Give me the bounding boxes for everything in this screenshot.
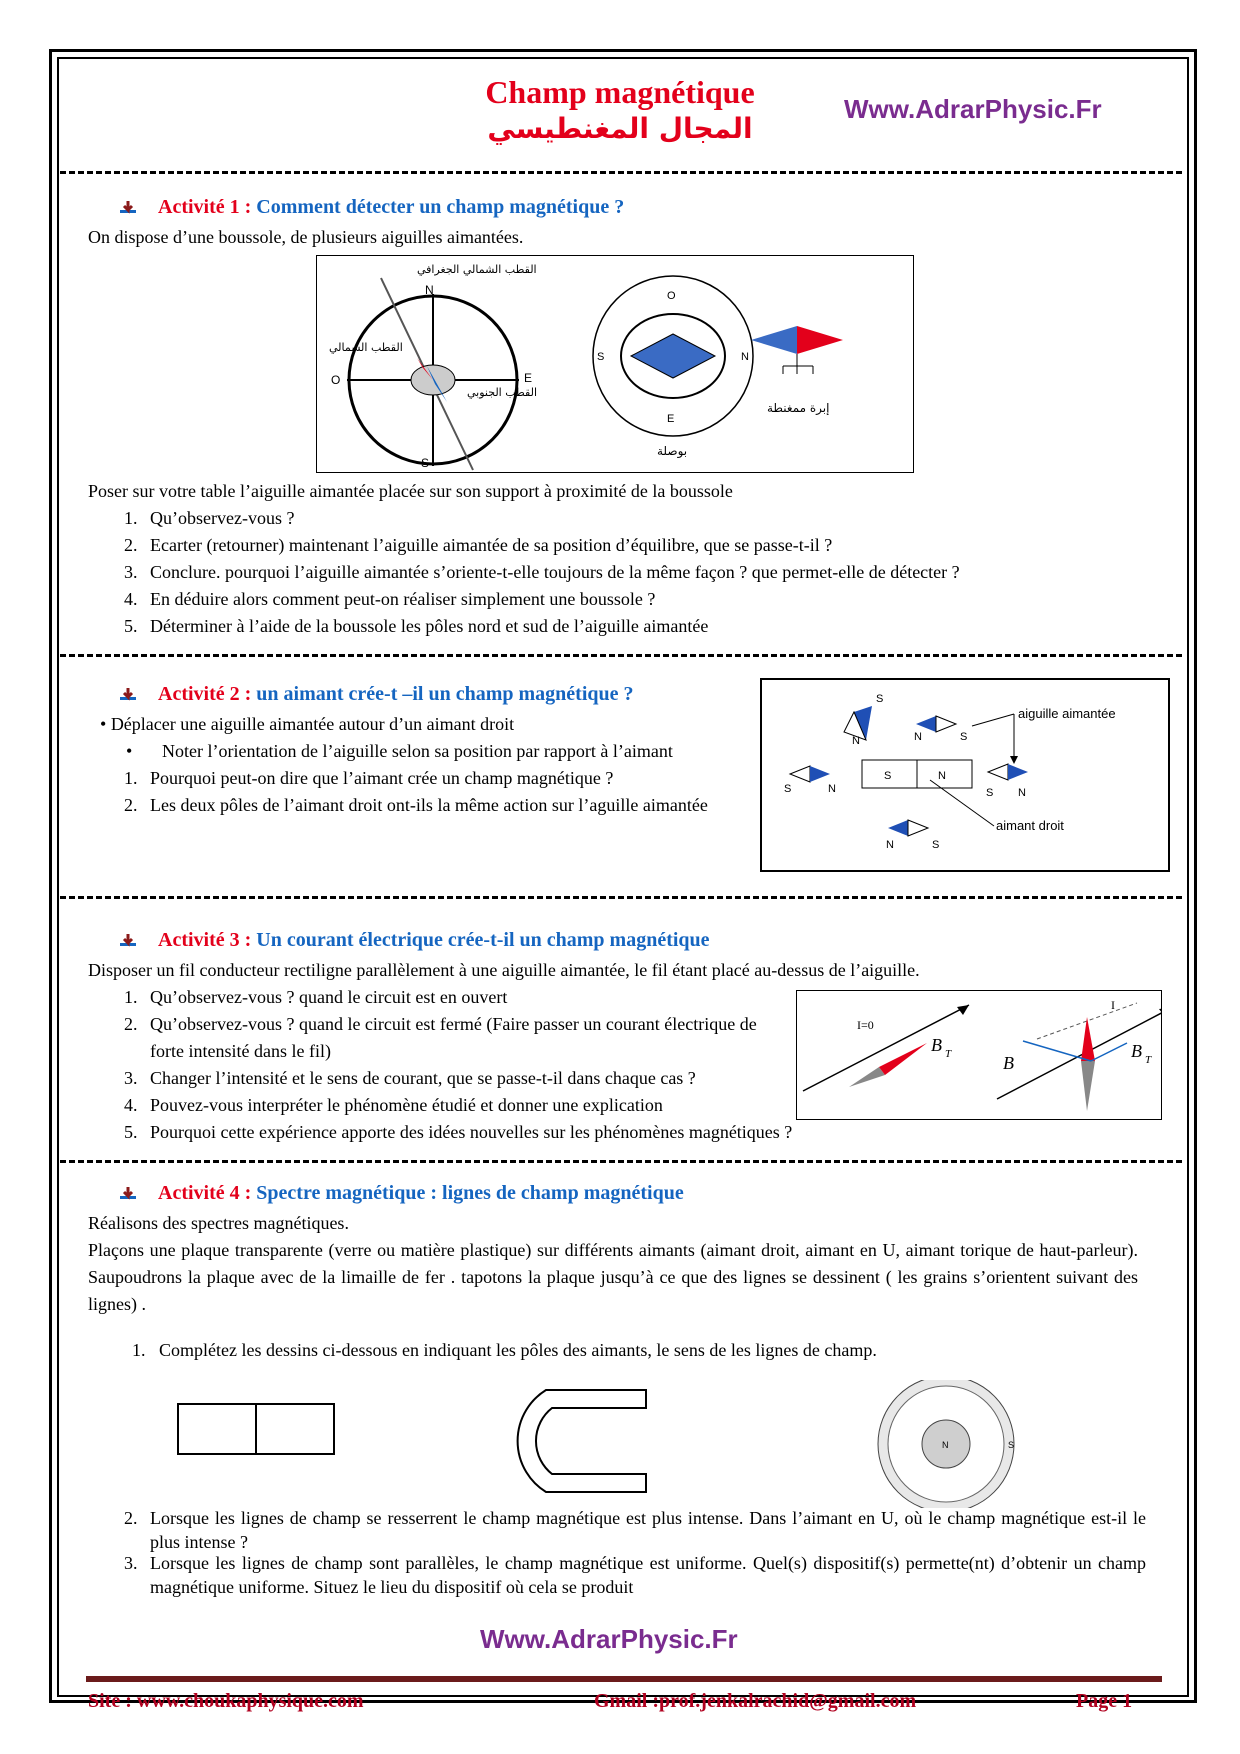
- svg-text:N: N: [886, 839, 894, 851]
- activity4-heading: Activité 4 : Spectre magnétique : lignes de champ magnétique: [120, 1182, 684, 1205]
- needle-caption: إبرة ممغنطة: [767, 401, 830, 415]
- list-item: 2. Qu’observez-vous ? quand le circuit est fermé (Faire passer un courant électrique de forte intensité dans le fil): [124, 1014, 757, 1061]
- list-item: 3. Lorsque les lignes de champ sont parallèles, le champ magnétique est uniforme. Quel(s) dispositif(s) permette(nt) d’obtenir un champ magnétique uniforme. Situez le lieu du dispositif où cela se produit: [124, 1553, 1146, 1597]
- activity1-questions: [124, 505, 1134, 640]
- svg-text:S: S: [597, 351, 605, 363]
- svg-text:B: B: [1131, 1041, 1142, 1061]
- divider: [60, 1160, 1182, 1163]
- bullet-item: • Déplacer une aiguille aimantée autour d’un aimant droit: [100, 714, 515, 734]
- list-item: 3. Changer l’intensité et le sens de courant, que se passe-t-il dans chaque cas ?: [124, 1068, 696, 1088]
- activity4-q1: 1. Complétez les dessins ci-dessous en indiquant les pôles des aimants, le sens de les lignes de champ.: [132, 1340, 877, 1360]
- list-item: 1. Qu’observez-vous ? quand le circuit est en ouvert: [124, 987, 508, 1007]
- arrow-bullet-icon: [120, 201, 138, 215]
- svg-text:N: N: [938, 770, 946, 782]
- arrow-bullet-icon: [120, 934, 138, 948]
- list-item: 2. Ecarter (retourner) maintenant l’aiguille aimantée de sa position d’équilibre, que se passe-t-il ?: [124, 535, 833, 555]
- activity3-figure: [796, 990, 1162, 1120]
- svg-text:N: N: [852, 735, 860, 747]
- footer-site[interactable]: Site : www.choukaphysique.com: [88, 1690, 364, 1712]
- compass-e-label: E: [524, 371, 533, 385]
- activity4-questions: [124, 1506, 1146, 1599]
- svg-text:N: N: [741, 351, 749, 363]
- svg-text:S: S: [932, 839, 940, 851]
- svg-text:S: S: [784, 783, 792, 795]
- svg-text:T: T: [1145, 1054, 1152, 1066]
- activity3-intro: Disposer un fil conducteur rectiligne parallèlement à une aiguille aimantée, le fil étant placé au-dessus de l’aiguille.: [88, 960, 920, 980]
- svg-text:S: S: [876, 693, 884, 705]
- magnet-needles-figure: [762, 680, 1168, 870]
- activity2-heading: Activité 2 : un aimant crée-t –il un champ magnétique ?: [120, 683, 634, 706]
- list-item: 2. Lorsque les lignes de champ se resserrent le champ magnétique est plus intense. Dans l’aimant en U, où le champ magnétique est-il le plus intense ?: [124, 1508, 1146, 1552]
- footer-page: Page 1: [1076, 1690, 1133, 1712]
- svg-text:S: S: [960, 731, 968, 743]
- activity3-questions: [124, 984, 793, 1146]
- footer-gmail[interactable]: Gmail :prof.jenkalrachid@gmail.com: [594, 1690, 917, 1712]
- header-site-link[interactable]: Www.AdrarPhysic.Fr: [844, 94, 1102, 124]
- page-title: Champ magnétique: [485, 74, 755, 110]
- activity1-label: Activité 1 :: [158, 196, 252, 218]
- north-pole-label: القطب الشمالي: [329, 341, 403, 354]
- svg-text:I: I: [1111, 998, 1115, 1012]
- list-item: 1. Qu’observez-vous ?: [124, 508, 295, 528]
- compass-n-label: N: [425, 283, 434, 297]
- activity1-instruction: Poser sur votre table l’aiguille aimantée placée sur son support à proximité de la boussole: [88, 481, 733, 501]
- divider: [60, 654, 1182, 657]
- divider: [60, 896, 1182, 899]
- compass-s-label: S: [421, 456, 430, 470]
- svg-text:B: B: [1003, 1053, 1014, 1073]
- u-magnet-drawing: [518, 1390, 646, 1492]
- compass-caption: بوصلة: [657, 444, 688, 458]
- list-item: 3. Conclure. pourquoi l’aiguille aimantée s’oriente-t-elle toujours de la même façon ? que permet-elle de détecter ?: [124, 562, 960, 582]
- footer-rule: [86, 1676, 1162, 1682]
- activity1-question: Comment détecter un champ magnétique ?: [256, 196, 625, 218]
- list-item: 2. Les deux pôles de l’aimant droit ont-ils la même action sur l’aguille aimantée: [124, 795, 708, 815]
- bullet-item: • Noter l’orientation de l’aiguille selon sa position par rapport à l’aimant: [126, 741, 673, 761]
- compass-o-label: O: [331, 373, 341, 387]
- arrow-bullet-icon: [120, 688, 138, 702]
- geographic-north-label: القطب الشمالي الجغرافي: [417, 263, 537, 276]
- wire-needle-figure: [797, 991, 1161, 1119]
- activity1-intro: On dispose d’une boussole, de plusieurs aiguilles aimantées.: [88, 227, 524, 247]
- south-pole-label: القطب الجنوبي: [467, 386, 538, 399]
- svg-text:N: N: [1018, 787, 1026, 799]
- svg-text:N: N: [914, 731, 922, 743]
- svg-text:E: E: [667, 413, 675, 425]
- svg-text:I=0: I=0: [857, 1018, 874, 1032]
- list-item: 5. Déterminer à l’aide de la boussole les pôles nord et sud de l’aiguille aimantée: [124, 616, 709, 636]
- magnet-label: aimant droit: [996, 818, 1064, 833]
- compass-figure: [317, 256, 913, 472]
- activity2-questions: [100, 765, 730, 819]
- activity2-figure: [760, 678, 1170, 872]
- list-item: 5. Pourquoi cette expérience apporte des idées nouvelles sur les phénomènes magnétiques ?: [124, 1122, 793, 1142]
- needle-label: aiguille aimantée: [1018, 706, 1116, 721]
- activity1-heading: [120, 196, 624, 219]
- svg-text:S: S: [986, 787, 994, 799]
- magnet-drawings: [170, 1380, 1050, 1508]
- footer-site-link[interactable]: Www.AdrarPhysic.Fr: [480, 1624, 738, 1654]
- activity1-figure: [316, 255, 914, 473]
- divider: [60, 171, 1182, 174]
- list-item: 4. En déduire alors comment peut-on réaliser simplement une boussole ?: [124, 589, 656, 609]
- svg-text:N: N: [828, 783, 836, 795]
- svg-text:B: B: [931, 1035, 942, 1055]
- page-title-arabic: المجال المغنطيسي: [487, 112, 753, 145]
- activity4-text: Réalisons des spectres magnétiques. Plaçons une plaque transparente (verre ou matière plastique) sur différents aimants (aimant droit, aimant en U, aimant torique de haut-parleur). Saupoudrons la plaque avec de la limaille de fer . tapotons la plaque jusqu’à ce que des lignes se dessinent ( les grains s’orientent suivant des lignes) .: [88, 1213, 1138, 1314]
- list-item: 4. Pouvez-vous interpréter le phénomène étudié et donner une explication: [124, 1095, 663, 1115]
- activity2-text: [100, 711, 730, 819]
- activity3-heading: Activité 3 : Un courant électrique crée-t-il un champ magnétique: [120, 929, 710, 952]
- arrow-bullet-icon: [120, 1187, 138, 1201]
- svg-text:N: N: [942, 1440, 949, 1450]
- svg-text:T: T: [945, 1048, 952, 1060]
- svg-text:S: S: [884, 770, 892, 782]
- list-item: 1. Pourquoi peut-on dire que l’aimant crée un champ magnétique ?: [124, 768, 614, 788]
- svg-text:S: S: [1008, 1440, 1015, 1450]
- svg-text:O: O: [667, 290, 676, 302]
